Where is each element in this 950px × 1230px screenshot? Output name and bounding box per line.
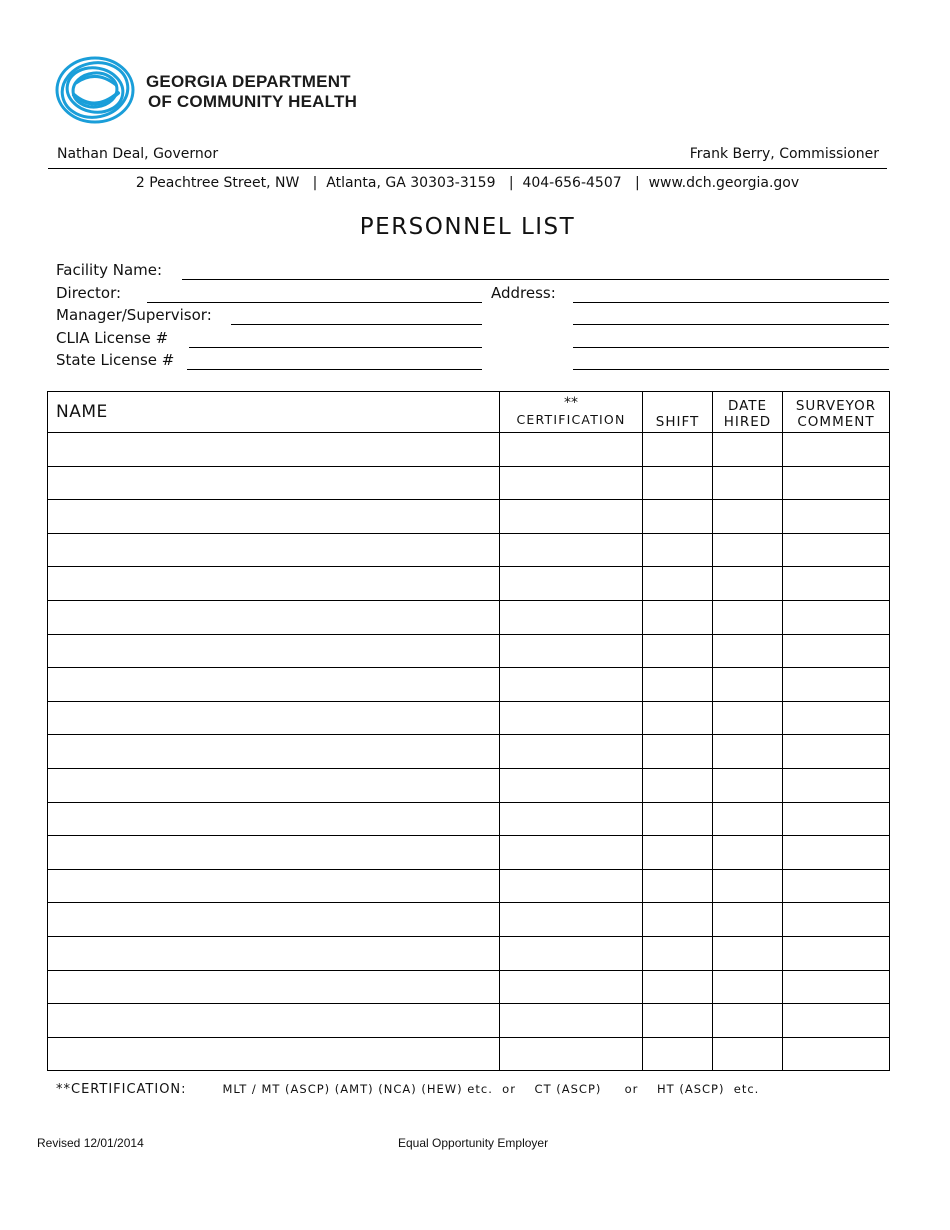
date-hired-cell[interactable] xyxy=(713,903,783,937)
facility-name-label: Facility Name: xyxy=(56,261,163,279)
dch-swirl-logo-icon xyxy=(54,55,136,125)
surveyor-comment-cell[interactable] xyxy=(783,735,890,769)
date-hired-cell[interactable] xyxy=(713,1037,783,1071)
name-cell[interactable] xyxy=(48,735,500,769)
name-cell[interactable] xyxy=(48,668,500,702)
surveyor-comment-cell[interactable] xyxy=(783,869,890,903)
surveyor-comment-cell[interactable] xyxy=(783,768,890,802)
surveyor-comment-cell[interactable] xyxy=(783,802,890,836)
table-row xyxy=(48,600,890,634)
shift-cell[interactable] xyxy=(643,567,713,601)
shift-cell[interactable] xyxy=(643,903,713,937)
table-header-row xyxy=(48,392,890,433)
shift-cell[interactable] xyxy=(643,668,713,702)
certification-cell[interactable] xyxy=(500,567,643,601)
date-hired-cell[interactable] xyxy=(713,936,783,970)
certification-cell[interactable] xyxy=(500,500,643,534)
surveyor-comment-cell[interactable] xyxy=(783,533,890,567)
date-hired-cell[interactable] xyxy=(713,836,783,870)
footnote-text: MLT / MT (ASCP) (AMT) (NCA) (HEW) etc. or CT (ASCP) or HT (ASCP) etc. xyxy=(222,1082,760,1096)
table-row xyxy=(48,567,890,601)
date-hired-column-header xyxy=(713,392,783,433)
name-cell[interactable] xyxy=(48,903,500,937)
certification-cell[interactable] xyxy=(500,802,643,836)
name-cell[interactable] xyxy=(48,701,500,735)
name-cell[interactable] xyxy=(48,533,500,567)
shift-cell[interactable] xyxy=(643,533,713,567)
shift-cell[interactable] xyxy=(643,735,713,769)
address-field-line2[interactable] xyxy=(573,324,889,325)
name-cell[interactable] xyxy=(48,634,500,668)
name-column-header: NAME xyxy=(48,392,500,433)
name-cell[interactable] xyxy=(48,433,500,467)
date-hired-cell[interactable] xyxy=(713,600,783,634)
revision-date: Revised 12/01/2014 xyxy=(37,1136,144,1150)
date-hired-cell[interactable] xyxy=(713,500,783,534)
name-cell[interactable] xyxy=(48,466,500,500)
footnote-label: **CERTIFICATION: xyxy=(56,1082,187,1097)
table-row xyxy=(48,701,890,735)
cert-header-label: CERTIFICATION xyxy=(516,412,626,428)
table-row xyxy=(48,1004,890,1038)
surveyor-comment-cell[interactable] xyxy=(783,903,890,937)
state-label: State License # xyxy=(56,351,175,369)
date-hired-cell[interactable] xyxy=(713,1004,783,1038)
date-hired-cell[interactable] xyxy=(713,970,783,1004)
certification-cell[interactable] xyxy=(500,735,643,769)
surveyor-comment-cell[interactable] xyxy=(783,970,890,1004)
surveyor-comment-cell[interactable] xyxy=(783,1004,890,1038)
date-hired-cell[interactable] xyxy=(713,768,783,802)
table-body xyxy=(48,433,890,1071)
certification-cell[interactable] xyxy=(500,970,643,1004)
address-label: Address: xyxy=(491,284,556,302)
certification-cell[interactable] xyxy=(500,634,643,668)
date-hired-cell[interactable] xyxy=(713,701,783,735)
surveyor-comment-cell[interactable] xyxy=(783,668,890,702)
clia-label: CLIA License # xyxy=(56,329,169,347)
governor-name: Nathan Deal, Governor xyxy=(57,146,219,162)
shift-cell[interactable] xyxy=(643,466,713,500)
name-cell[interactable] xyxy=(48,802,500,836)
shift-cell[interactable] xyxy=(643,869,713,903)
surveyor-comment-cell[interactable] xyxy=(783,701,890,735)
director-label: Director: xyxy=(56,284,122,302)
date-hired-cell[interactable] xyxy=(713,802,783,836)
certification-cell[interactable] xyxy=(500,668,643,702)
personnel-table xyxy=(47,391,890,1071)
survey-header-line1: SURVEYOR xyxy=(795,397,877,414)
commissioner-name: Frank Berry, Commissioner xyxy=(689,146,879,162)
table-row xyxy=(48,1037,890,1071)
certification-cell[interactable] xyxy=(500,869,643,903)
table-row xyxy=(48,466,890,500)
certification-cell[interactable] xyxy=(500,836,643,870)
name-cell[interactable] xyxy=(48,500,500,534)
shift-cell[interactable] xyxy=(643,500,713,534)
certification-column-header xyxy=(500,392,643,433)
certification-footnote xyxy=(56,1082,759,1097)
certification-cell[interactable] xyxy=(500,533,643,567)
table-row xyxy=(48,735,890,769)
certification-cell[interactable] xyxy=(500,600,643,634)
org-name-line2: OF COMMUNITY HEALTH xyxy=(148,92,358,111)
surveyor-comment-cell[interactable] xyxy=(783,466,890,500)
surveyor-comment-cell[interactable] xyxy=(783,567,890,601)
shift-cell[interactable] xyxy=(643,1004,713,1038)
address-field-line1[interactable] xyxy=(573,302,889,303)
date-hired-cell[interactable] xyxy=(713,466,783,500)
shift-column-header: SHIFT xyxy=(643,392,713,433)
surveyor-comment-cell[interactable] xyxy=(783,433,890,467)
shift-cell[interactable] xyxy=(643,970,713,1004)
surveyor-comment-cell[interactable] xyxy=(783,836,890,870)
table-row xyxy=(48,433,890,467)
org-name-line1: GEORGIA DEPARTMENT xyxy=(146,72,351,91)
table-row xyxy=(48,869,890,903)
shift-cell[interactable] xyxy=(643,433,713,467)
table-row xyxy=(48,903,890,937)
name-cell[interactable] xyxy=(48,836,500,870)
surveyor-comment-column-header xyxy=(783,392,890,433)
surveyor-comment-cell[interactable] xyxy=(783,634,890,668)
certification-cell[interactable] xyxy=(500,433,643,467)
header-divider xyxy=(48,168,887,169)
surveyor-comment-cell[interactable] xyxy=(783,1037,890,1071)
certification-cell[interactable] xyxy=(500,1004,643,1038)
name-cell[interactable] xyxy=(48,768,500,802)
table-row xyxy=(48,500,890,534)
table-row xyxy=(48,970,890,1004)
state-field[interactable] xyxy=(187,369,482,370)
certification-cell[interactable] xyxy=(500,701,643,735)
date-hired-cell[interactable] xyxy=(713,433,783,467)
director-field[interactable] xyxy=(147,302,482,303)
name-cell[interactable] xyxy=(48,567,500,601)
contact-address-line: 2 Peachtree Street, NW | Atlanta, GA 30303-3159 | 404-656-4507 | www.dch.georgia.gov xyxy=(135,175,800,191)
certification-cell[interactable] xyxy=(500,936,643,970)
date-hired-cell[interactable] xyxy=(713,567,783,601)
shift-cell[interactable] xyxy=(643,936,713,970)
clia-field[interactable] xyxy=(189,347,482,348)
shift-cell[interactable] xyxy=(643,634,713,668)
date-header-line2: HIRED xyxy=(723,413,772,430)
manager-label: Manager/Supervisor: xyxy=(56,306,212,324)
certification-cell[interactable] xyxy=(500,1037,643,1071)
manager-field[interactable] xyxy=(231,324,482,325)
shift-cell[interactable] xyxy=(643,600,713,634)
address-field-line3[interactable] xyxy=(573,347,889,348)
table-row xyxy=(48,668,890,702)
certification-cell[interactable] xyxy=(500,903,643,937)
date-hired-cell[interactable] xyxy=(713,869,783,903)
table-row xyxy=(48,836,890,870)
table-row xyxy=(48,634,890,668)
table-row xyxy=(48,533,890,567)
address-field-line4[interactable] xyxy=(573,369,889,370)
date-hired-cell[interactable] xyxy=(713,634,783,668)
surveyor-comment-cell[interactable] xyxy=(783,936,890,970)
shift-cell[interactable] xyxy=(643,1037,713,1071)
certification-cell[interactable] xyxy=(500,768,643,802)
surveyor-comment-cell[interactable] xyxy=(783,500,890,534)
shift-cell[interactable] xyxy=(643,836,713,870)
page-title: PERSONNEL LIST xyxy=(359,214,576,240)
date-header-line1: DATE xyxy=(727,397,768,414)
date-hired-cell[interactable] xyxy=(713,668,783,702)
name-cell[interactable] xyxy=(48,970,500,1004)
surveyor-comment-cell[interactable] xyxy=(783,600,890,634)
date-hired-cell[interactable] xyxy=(713,533,783,567)
table-row xyxy=(48,768,890,802)
equal-opportunity-note: Equal Opportunity Employer xyxy=(398,1136,549,1150)
table-row xyxy=(48,936,890,970)
survey-header-line2: COMMENT xyxy=(797,413,875,430)
date-hired-cell[interactable] xyxy=(713,735,783,769)
facility-name-field[interactable] xyxy=(182,279,889,280)
name-cell[interactable] xyxy=(48,600,500,634)
name-cell[interactable] xyxy=(48,869,500,903)
name-cell[interactable] xyxy=(48,1037,500,1071)
cert-asterisks: ** xyxy=(564,394,578,411)
table-row xyxy=(48,802,890,836)
name-cell[interactable] xyxy=(48,1004,500,1038)
name-cell[interactable] xyxy=(48,936,500,970)
shift-cell[interactable] xyxy=(643,802,713,836)
shift-cell[interactable] xyxy=(643,701,713,735)
shift-cell[interactable] xyxy=(643,768,713,802)
certification-cell[interactable] xyxy=(500,466,643,500)
